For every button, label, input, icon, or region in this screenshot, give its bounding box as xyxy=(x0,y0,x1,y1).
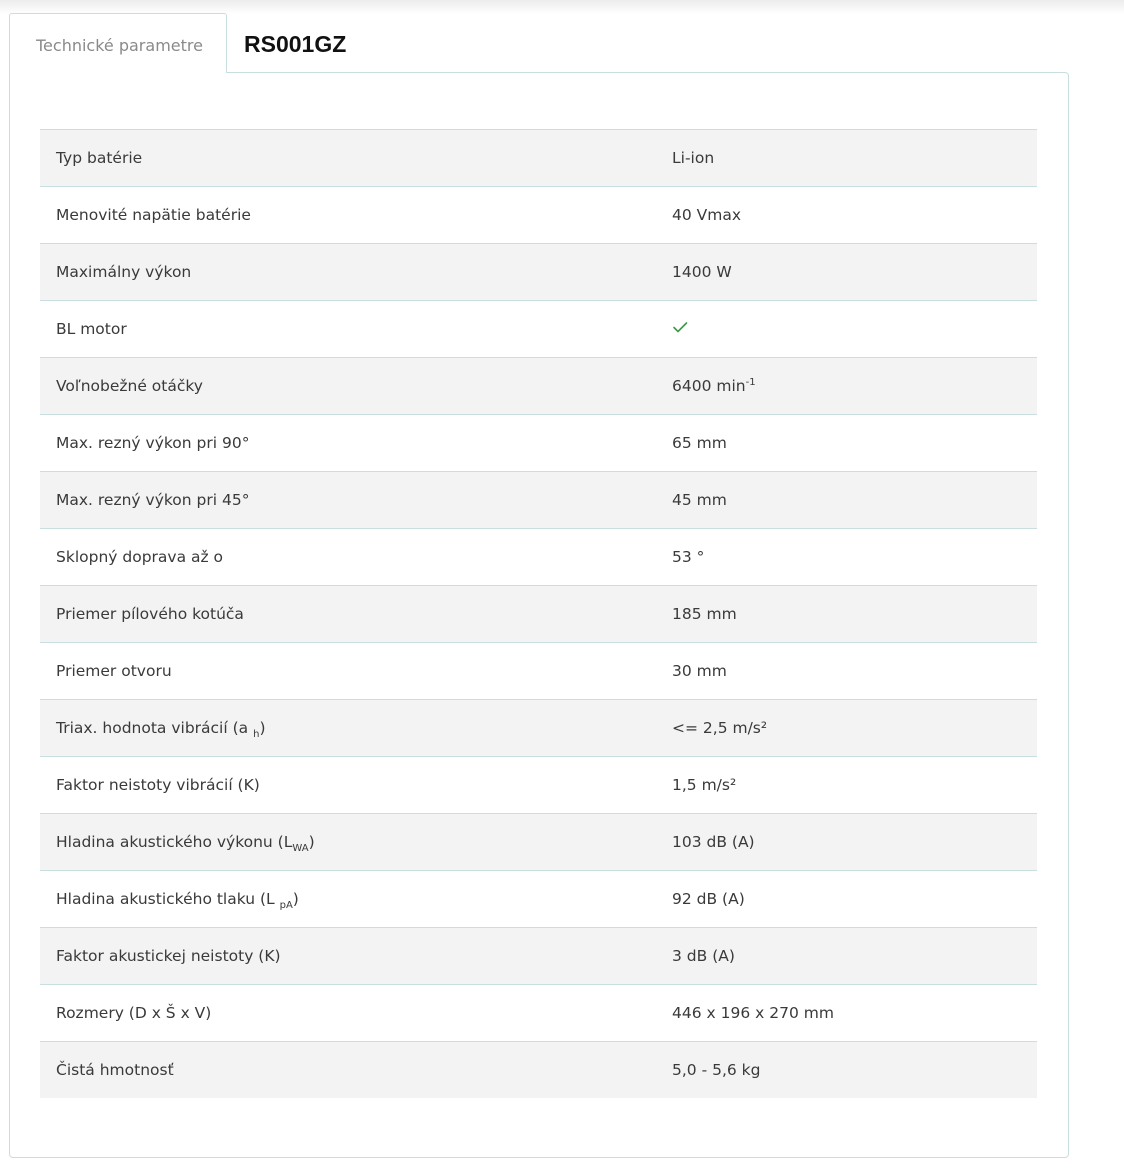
spec-label: Sklopný doprava až o xyxy=(40,529,672,586)
spec-label-text: Hladina akustického výkonu (L xyxy=(56,833,293,851)
spec-label: Typ batérie xyxy=(40,130,672,187)
spec-label: Maximálny výkon xyxy=(40,244,672,301)
spec-value: 3 dB (A) xyxy=(672,928,1037,985)
spec-label: Rozmery (D x Š x V) xyxy=(40,985,672,1042)
spec-row-blade-diameter xyxy=(40,586,1037,643)
check-icon xyxy=(672,319,688,335)
spec-value xyxy=(672,301,1037,358)
tab-label: Technické parametre xyxy=(36,36,203,55)
spec-value: 1,5 m/s² xyxy=(672,757,1037,814)
spec-label: Priemer otvoru xyxy=(40,643,672,700)
spec-label: Voľnobežné otáčky xyxy=(40,358,672,415)
spec-label: Priemer pílového kotúča xyxy=(40,586,672,643)
spec-row-battery-type xyxy=(40,130,1037,187)
spec-value: 53 ° xyxy=(672,529,1037,586)
spec-row-sound-pressure xyxy=(40,871,1037,928)
spec-label: Max. rezný výkon pri 45° xyxy=(40,472,672,529)
spec-row-vibration-uncertainty xyxy=(40,757,1037,814)
spec-value: 5,0 - 5,6 kg xyxy=(672,1042,1037,1099)
spec-row-net-weight xyxy=(40,1042,1037,1099)
spec-label xyxy=(40,700,672,757)
spec-value: 92 dB (A) xyxy=(672,871,1037,928)
spec-label-subscript: pA xyxy=(279,900,293,912)
spec-value: 65 mm xyxy=(672,415,1037,472)
spec-row-no-load-speed xyxy=(40,358,1037,415)
spec-value: 185 mm xyxy=(672,586,1037,643)
spec-row-max-power xyxy=(40,244,1037,301)
spec-row-vibration xyxy=(40,700,1037,757)
spec-label-subscript: h xyxy=(253,729,260,741)
spec-label: Faktor neistoty vibrácií (K) xyxy=(40,757,672,814)
spec-row-bl-motor xyxy=(40,301,1037,358)
spec-label-end: ) xyxy=(292,890,299,908)
spec-label xyxy=(40,814,672,871)
tab-panel-joint xyxy=(10,72,226,74)
spec-label: Menovité napätie batérie xyxy=(40,187,672,244)
spec-row-acoustic-uncertainty xyxy=(40,928,1037,985)
spec-value: <= 2,5 m/s² xyxy=(672,700,1037,757)
spec-label-subscript: WA xyxy=(292,843,309,855)
spec-label-text: Triax. hodnota vibrácií (a xyxy=(56,719,249,737)
product-model-heading: RS001GZ xyxy=(244,31,347,57)
spec-value: 40 Vmax xyxy=(672,187,1037,244)
spec-label xyxy=(40,871,672,928)
spec-row-cut-90 xyxy=(40,415,1037,472)
spec-value: 30 mm xyxy=(672,643,1037,700)
spec-value-text: 6400 min xyxy=(672,377,746,395)
spec-value: 45 mm xyxy=(672,472,1037,529)
spec-row-bore-diameter xyxy=(40,643,1037,700)
tab-technicke-parametre[interactable] xyxy=(9,13,227,73)
spec-label: Čistá hmotnosť xyxy=(40,1042,672,1099)
spec-value-superscript: -1 xyxy=(745,376,756,388)
top-shadow xyxy=(0,0,1124,14)
spec-row-dimensions xyxy=(40,985,1037,1042)
spec-row-bevel xyxy=(40,529,1037,586)
spec-label: BL motor xyxy=(40,301,672,358)
spec-label-text: Hladina akustického tlaku (L xyxy=(56,890,280,908)
spec-label-end: ) xyxy=(308,833,315,851)
spec-row-cut-45 xyxy=(40,472,1037,529)
spec-value: 1400 W xyxy=(672,244,1037,301)
spec-table xyxy=(40,129,1037,1098)
spec-value: Li-ion xyxy=(672,130,1037,187)
spec-label: Max. rezný výkon pri 90° xyxy=(40,415,672,472)
spec-label: Faktor akustickej neistoty (K) xyxy=(40,928,672,985)
spec-value: 446 x 196 x 270 mm xyxy=(672,985,1037,1042)
spec-row-battery-voltage xyxy=(40,187,1037,244)
spec-row-sound-power xyxy=(40,814,1037,871)
spec-value: 103 dB (A) xyxy=(672,814,1037,871)
spec-label-end: ) xyxy=(259,719,266,737)
spec-value xyxy=(672,358,1037,415)
